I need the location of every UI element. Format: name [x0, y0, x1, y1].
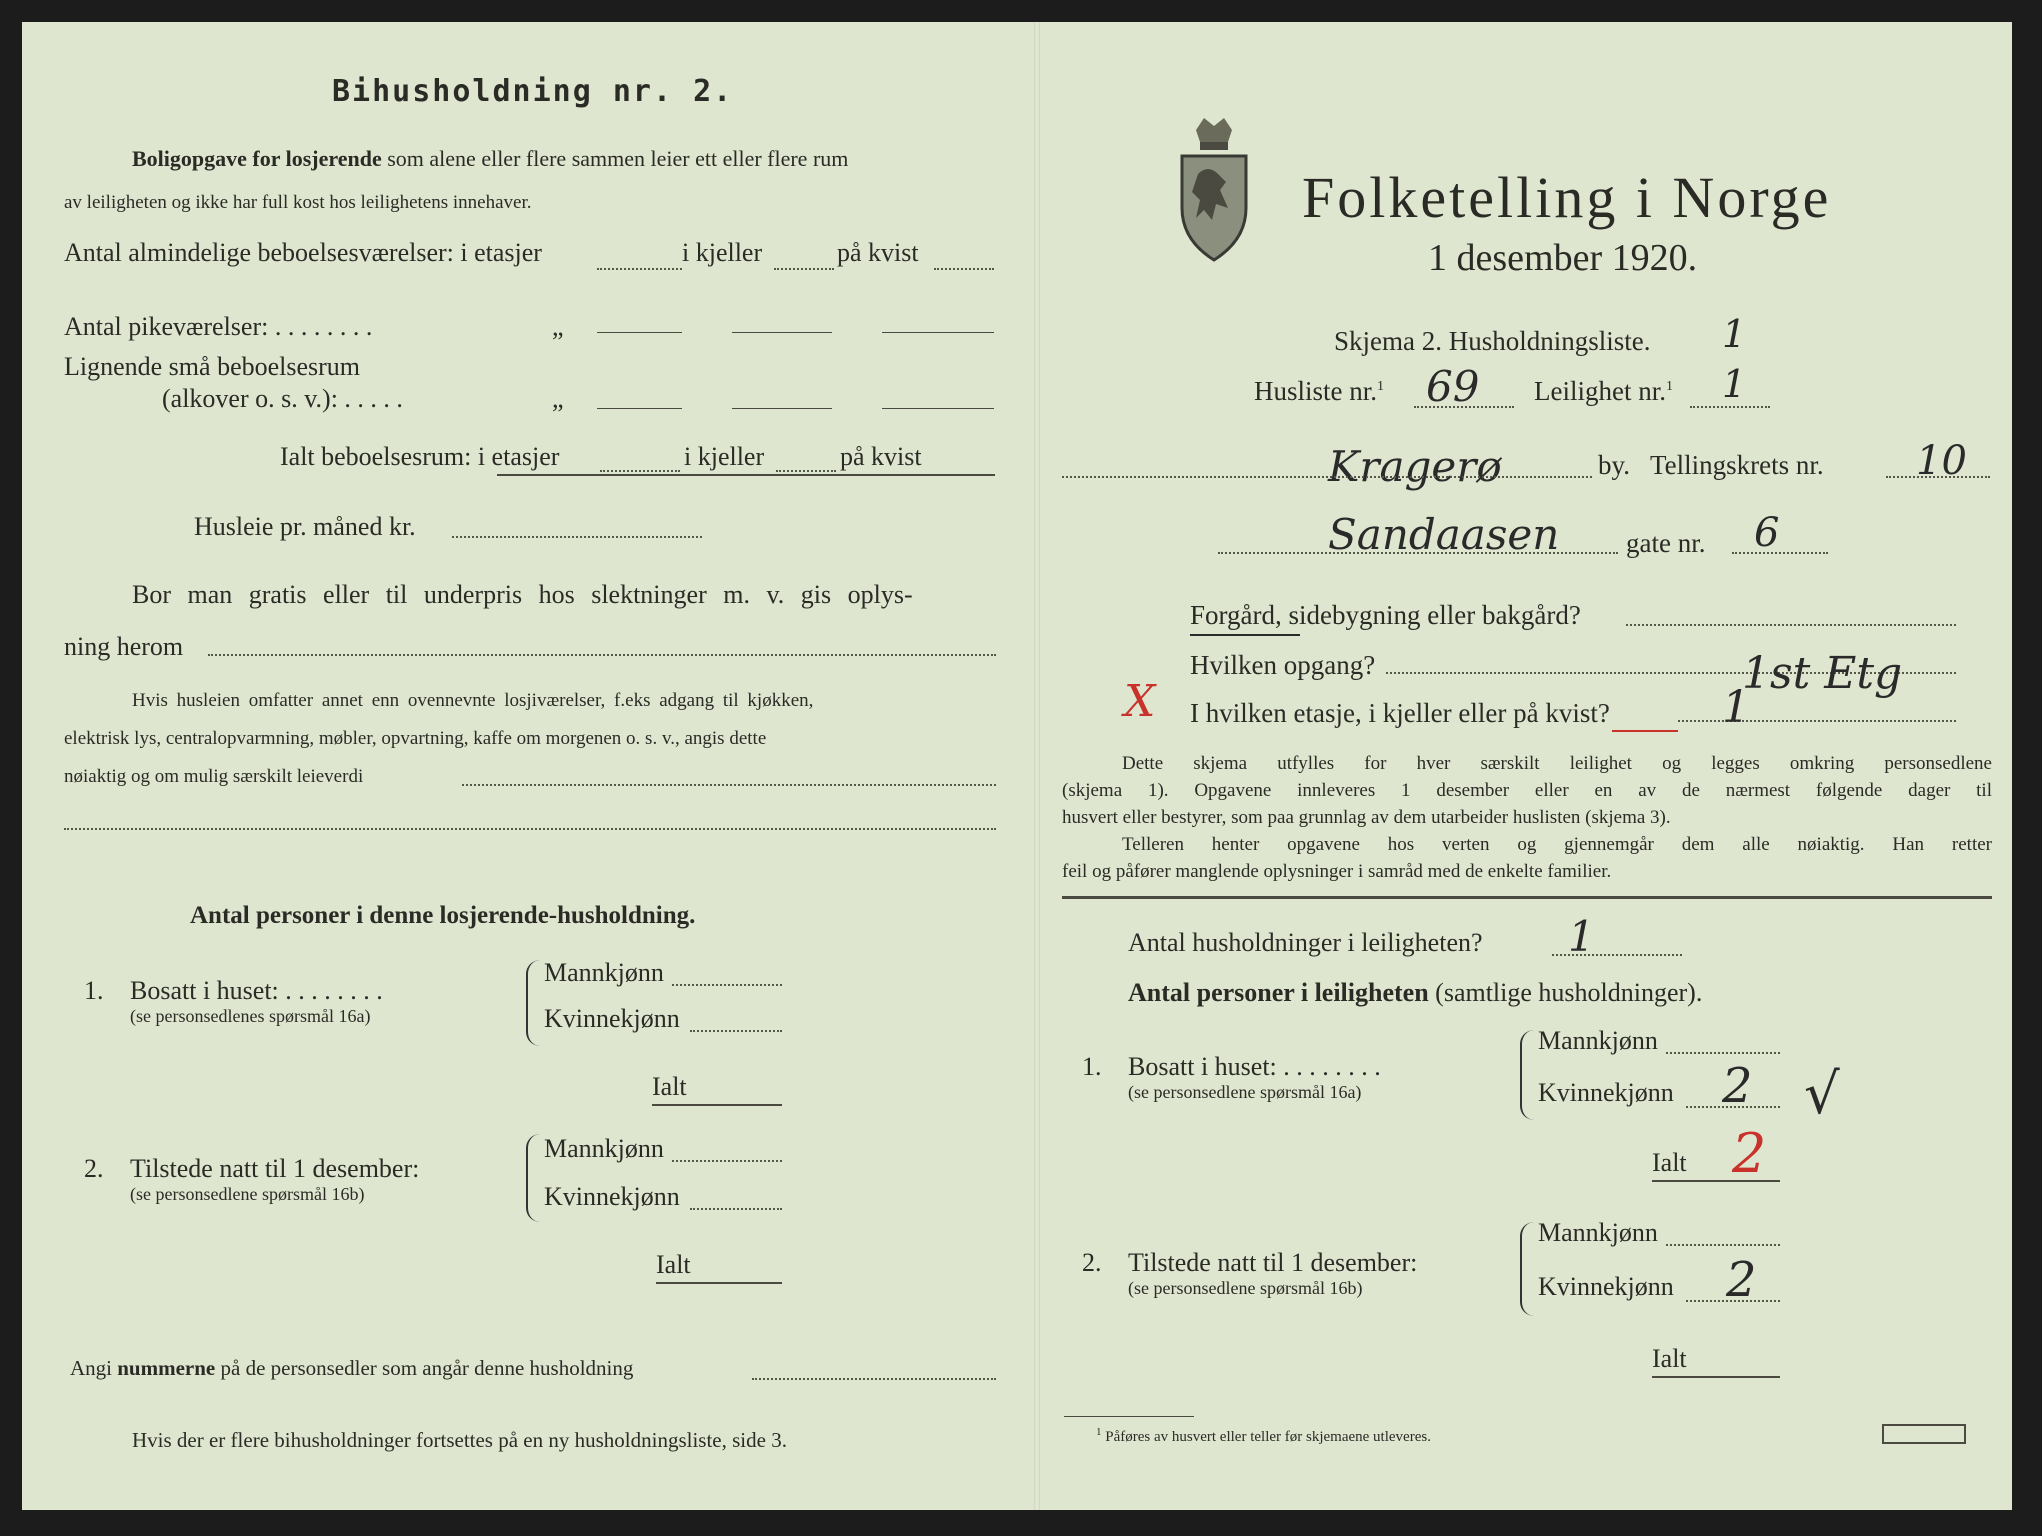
district-hw: 10 [1916, 438, 1967, 484]
maid-rooms-floor-field[interactable] [597, 332, 682, 333]
maid-rooms-label: Antal pikeværelser: . . . . . . . . [64, 312, 373, 341]
apartment-field[interactable] [1690, 406, 1770, 408]
small-rooms-cellar-field[interactable] [732, 408, 832, 409]
rent-note-2: elektrisk lys, centralopvarmning, møbler, opvartning, kaffe om morgenen o. s. v., angis dette [64, 728, 767, 749]
street-label: gate nr. [1626, 528, 1706, 558]
left-q1-label: Bosatt i huset: . . . . . . . . [130, 976, 383, 1005]
intro-bold: Boligopgave for losjerende [132, 146, 382, 171]
right-q1-brace [1520, 1030, 1536, 1120]
numbers-post: på de personsedler som angår denne husholdning [220, 1356, 634, 1380]
yard-underline-mark [1190, 634, 1300, 636]
schema-hw: 1 [1722, 312, 1747, 356]
left-q2-brace [526, 1134, 542, 1222]
street-hw: Sandaasen [1328, 510, 1560, 559]
entrance-question: Hvilken opgang? [1190, 650, 1376, 680]
left-heading: Bihusholdning nr. 2. [332, 74, 734, 109]
schema-label: Skjema 2. Husholdningsliste. [1334, 326, 1651, 356]
floor-field[interactable] [1678, 720, 1956, 722]
street-nr-hw: 6 [1754, 510, 1780, 556]
numbers-field[interactable] [752, 1378, 996, 1380]
footnote-ref: 1 [1665, 379, 1673, 394]
right-q2-total: Ialt [1652, 1344, 1687, 1373]
right-q1-sub: (se personsedlene spørsmål 16a) [1128, 1082, 1362, 1102]
house-list-label: Husliste nr. [1254, 376, 1378, 406]
right-q2-number: 2. [1082, 1248, 1102, 1277]
right-persons-rest: (samtlige husholdninger). [1435, 978, 1703, 1007]
rent-note-1: Hvis husleien omfatter annet enn ovennevnte losjiværelser, f.eks adgang til kjøkken, [132, 690, 814, 711]
total-rooms-underline [497, 474, 995, 476]
rooms-cellar-field[interactable] [774, 268, 834, 270]
total-rooms-cellar-label: i kjeller [684, 442, 765, 471]
left-q1-number: 1. [84, 976, 104, 1005]
district-field[interactable] [1886, 476, 1990, 478]
right-q2-brace [1520, 1222, 1536, 1316]
total-rooms-floor-field[interactable] [600, 470, 680, 472]
rent-label: Husleie pr. måned kr. [194, 512, 416, 541]
right-q1-total-hw: 2 [1732, 1122, 1767, 1185]
x-mark: X [1124, 676, 1156, 727]
left-q2-male: Mannkjønn [544, 1134, 664, 1163]
right-q1-male: Mannkjønn [1538, 1026, 1658, 1055]
apartment-hw: 1 [1722, 362, 1747, 406]
street-nr-field[interactable] [1732, 552, 1828, 554]
left-q1-sub: (se personsedlenes spørsmål 16a) [130, 1006, 371, 1026]
floor-hw: 1 [1722, 682, 1750, 733]
census-form-sheet [22, 22, 2012, 1510]
house-list-line [1254, 376, 1384, 407]
census-date: 1 desember 1920. [1428, 237, 1698, 279]
left-q1-total: Ialt [652, 1072, 687, 1101]
left-q1-male: Mannkjønn [544, 958, 664, 987]
rooms-attic-label: på kvist [837, 238, 919, 267]
small-rooms-floor-field[interactable] [597, 408, 682, 409]
right-q1-total: Ialt [1652, 1148, 1687, 1177]
left-footer: Hvis der er flere bihusholdninger fortsettes på en ny husholdningsliste, side 3. [132, 1428, 787, 1452]
right-q1-male-field[interactable] [1666, 1052, 1780, 1054]
ditto-mark: „ [552, 384, 564, 413]
right-q1-label: Bosatt i huset: . . . . . . . . [1128, 1052, 1381, 1081]
footnote [1096, 1426, 1431, 1446]
census-title: Folketelling i Norge [1302, 165, 1832, 230]
small-rooms-label-2: (alkover o. s. v.): . . . . . [162, 384, 403, 413]
district-label: Tellingskrets nr. [1650, 450, 1824, 480]
right-q2-female-hw: 2 [1726, 1252, 1757, 1308]
total-rooms-cellar-field[interactable] [776, 470, 836, 472]
instr-line-3: husvert eller bestyrer, som paa grunnlag av dem utarbeider huslisten (skjema 3). [1062, 807, 1671, 828]
left-persons-heading: Antal personer i denne losjerende-husholdning. [190, 902, 696, 929]
maid-rooms-cellar-field[interactable] [732, 332, 832, 333]
intro-line-2: av leiligheten og ikke har full kost hos leilighetens innehaver. [64, 192, 532, 213]
numbers-bold: nummerne [117, 1356, 216, 1380]
page-fold [1034, 22, 1040, 1510]
right-q1-female-hw: 2 [1722, 1058, 1753, 1114]
right-q2-male: Mannkjønn [1538, 1218, 1658, 1247]
footnote-ref: 1 [1377, 379, 1385, 394]
rooms-cellar-label: i kjeller [682, 238, 763, 267]
apartment-label: Leilighet nr. [1534, 376, 1666, 406]
right-persons-heading [1128, 978, 1702, 1008]
left-q2-label: Tilstede natt til 1 desember: [130, 1154, 420, 1183]
instr-line-5: feil og påfører manglende oplysninger i samråd med de enkelte familier. [1062, 861, 1612, 882]
free-line-1: Bor man gratis eller til underpris hos slektninger m. v. gis oplys- [132, 580, 913, 609]
entrance-hw: 1st Etg [1742, 648, 1903, 699]
right-q2-female: Kvinnekjønn [1538, 1272, 1674, 1301]
city-label: by. [1598, 450, 1630, 480]
city-hw: Kragerø [1328, 442, 1502, 491]
intro-rest: som alene eller flere sammen leier ett eller flere rum [387, 146, 849, 171]
instr-line-2: (skjema 1). Opgavene innleveres 1 desember eller en av de nærmest følgende dager til [1062, 780, 1992, 801]
footnote-text: Påføres av husvert eller teller før skjemaene utleveres. [1105, 1429, 1431, 1445]
households-field[interactable] [1552, 954, 1682, 956]
numbers-pre: Angi [70, 1356, 112, 1380]
left-q1-female: Kvinnekjønn [544, 1004, 680, 1033]
right-q2-total-field[interactable] [1652, 1376, 1780, 1378]
section-divider [1062, 896, 1992, 899]
left-q2-female-field[interactable] [690, 1208, 782, 1210]
households-question: Antal husholdninger i leiligheten? [1128, 928, 1483, 957]
right-q1-female: Kvinnekjønn [1538, 1078, 1674, 1107]
instr-line-4: Telleren henter opgavene hos verten og gjennemgår dem alle nøiaktig. Han retter [1122, 834, 1992, 855]
left-q1-male-field[interactable] [672, 984, 782, 986]
yard-question: Forgård, sidebygning eller bakgård? [1190, 600, 1581, 630]
floor-question: I hvilken etasje, i kjeller eller på kvist? [1190, 698, 1610, 728]
instr-line-1: Dette skjema utfylles for hver særskilt leilighet og legges omkring personsedlene [1122, 753, 1992, 774]
rooms-floor-field[interactable] [597, 268, 682, 270]
footnote-rule [1064, 1416, 1194, 1417]
city-field[interactable] [1062, 476, 1592, 478]
instructions-paragraph [1062, 750, 1992, 885]
total-rooms-label: Ialt beboelsesrum: i etasjer [280, 442, 560, 471]
right-q2-label: Tilstede natt til 1 desember: [1128, 1248, 1418, 1277]
right-q1-number: 1. [1082, 1052, 1102, 1081]
left-q2-sub: (se personsedlene spørsmål 16b) [130, 1184, 365, 1204]
yard-field[interactable] [1626, 624, 1956, 626]
free-field[interactable] [208, 654, 996, 656]
rent-note-3: nøiaktig og om mulig særskilt leieverdi [64, 766, 364, 787]
ditto-mark: „ [552, 312, 564, 341]
right-q2-male-field[interactable] [1666, 1244, 1780, 1246]
households-hw: 1 [1568, 912, 1595, 961]
house-list-field[interactable] [1414, 406, 1514, 408]
rent-note-field-2[interactable] [64, 828, 996, 830]
small-rooms-attic-field[interactable] [882, 408, 994, 409]
coat-of-arms-icon [1174, 116, 1254, 264]
right-q2-sub: (se personsedlene spørsmål 16b) [1128, 1278, 1363, 1298]
rent-note-field[interactable] [462, 784, 996, 786]
rent-field[interactable] [452, 536, 702, 538]
house-list-hw: 69 [1426, 362, 1480, 411]
maid-rooms-attic-field[interactable] [882, 332, 994, 333]
rooms-label: Antal almindelige beboelsesværelser: i etasjer [64, 238, 542, 267]
footnote-mark: 1 [1096, 1426, 1102, 1438]
left-q2-female: Kvinnekjønn [544, 1182, 680, 1211]
free-line-2: ning herom [64, 632, 184, 661]
apartment-line [1534, 376, 1673, 407]
intro-line-1 [132, 146, 848, 172]
left-q2-total-field[interactable] [656, 1282, 782, 1284]
left-q1-brace [526, 960, 542, 1046]
street-field[interactable] [1218, 552, 1618, 554]
left-q2-number: 2. [84, 1154, 104, 1183]
total-rooms-attic-label: på kvist [840, 442, 922, 471]
right-persons-bold: Antal personer i leiligheten [1128, 978, 1429, 1007]
left-q1-total-field[interactable] [652, 1104, 782, 1106]
left-q1-female-field[interactable] [690, 1030, 782, 1032]
left-q2-total: Ialt [656, 1250, 691, 1279]
numbers-line [70, 1356, 633, 1381]
small-rooms-label-1: Lignende små beboelsesrum [64, 352, 361, 381]
left-q2-male-field[interactable] [672, 1160, 782, 1162]
rooms-attic-field[interactable] [934, 268, 994, 270]
check-mark: √ [1804, 1062, 1840, 1127]
printer-stamp-icon [1882, 1424, 1966, 1444]
floor-underline-mark [1612, 730, 1678, 732]
